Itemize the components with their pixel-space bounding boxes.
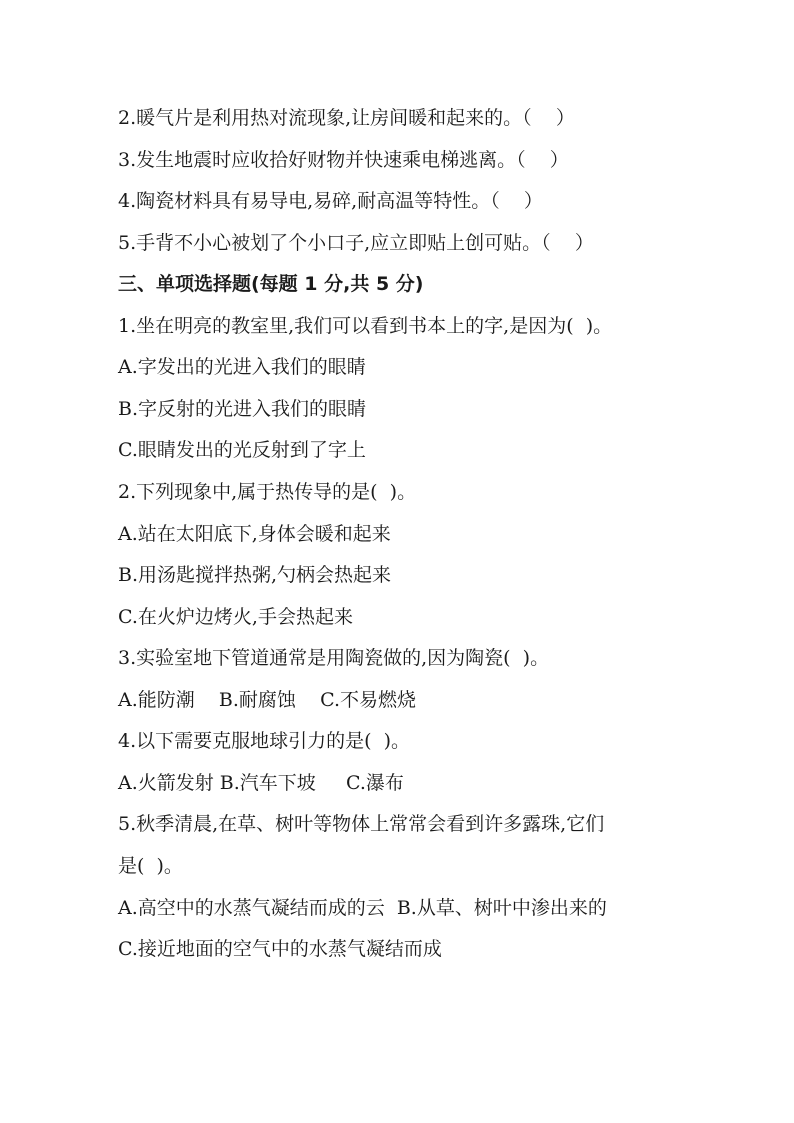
question-2-option-c: C.在火炉边烤火,手会热起来 [118,606,353,628]
question-3-options: A.能防潮 B.耐腐蚀 C.不易燃烧 [118,689,416,711]
true-false-item-5: 5.手背不小心被划了个小口子,应立即贴上创可贴。（ ） [118,232,594,254]
question-4-options: A.火箭发射 B.汽车下坡 C.瀑布 [118,772,404,794]
question-2-option-b: B.用汤匙搅拌热粥,勺柄会热起来 [118,564,392,586]
question-1-stem: 1.坐在明亮的教室里,我们可以看到书本上的字,是因为( )。 [118,315,613,337]
question-5-options-ab: A.高空中的水蒸气凝结而成的云 B.从草、树叶中渗出来的 [118,897,607,919]
section-heading: 三、单项选择题(每题 1 分,共 5 分) [118,273,424,295]
question-2-stem: 2.下列现象中,属于热传导的是( )。 [118,481,417,503]
question-2-option-a: A.站在太阳底下,身体会暖和起来 [118,523,391,545]
question-3-stem: 3.实验室地下管道通常是用陶瓷做的,因为陶瓷( )。 [118,647,550,669]
question-5-option-c: C.接近地面的空气中的水蒸气凝结而成 [118,938,442,960]
question-1-option-b: B.字反射的光进入我们的眼睛 [118,398,367,420]
question-1-option-a: A.字发出的光进入我们的眼睛 [118,356,366,378]
question-5-stem-continued: 是( )。 [118,855,183,877]
true-false-item-3: 3.发生地震时应收拾好财物并快速乘电梯逃离。（ ） [118,149,569,171]
question-1-option-c: C.眼睛发出的光反射到了字上 [118,439,366,461]
question-4-stem: 4.以下需要克服地球引力的是( )。 [118,730,411,752]
true-false-item-2: 2.暖气片是利用热对流现象,让房间暖和起来的。（ ） [118,107,575,129]
true-false-item-4: 4.陶瓷材料具有易导电,易碎,耐高温等特性。（ ） [118,190,543,212]
question-5-stem: 5.秋季清晨,在草、树叶等物体上常常会看到许多露珠,它们 [118,813,605,835]
